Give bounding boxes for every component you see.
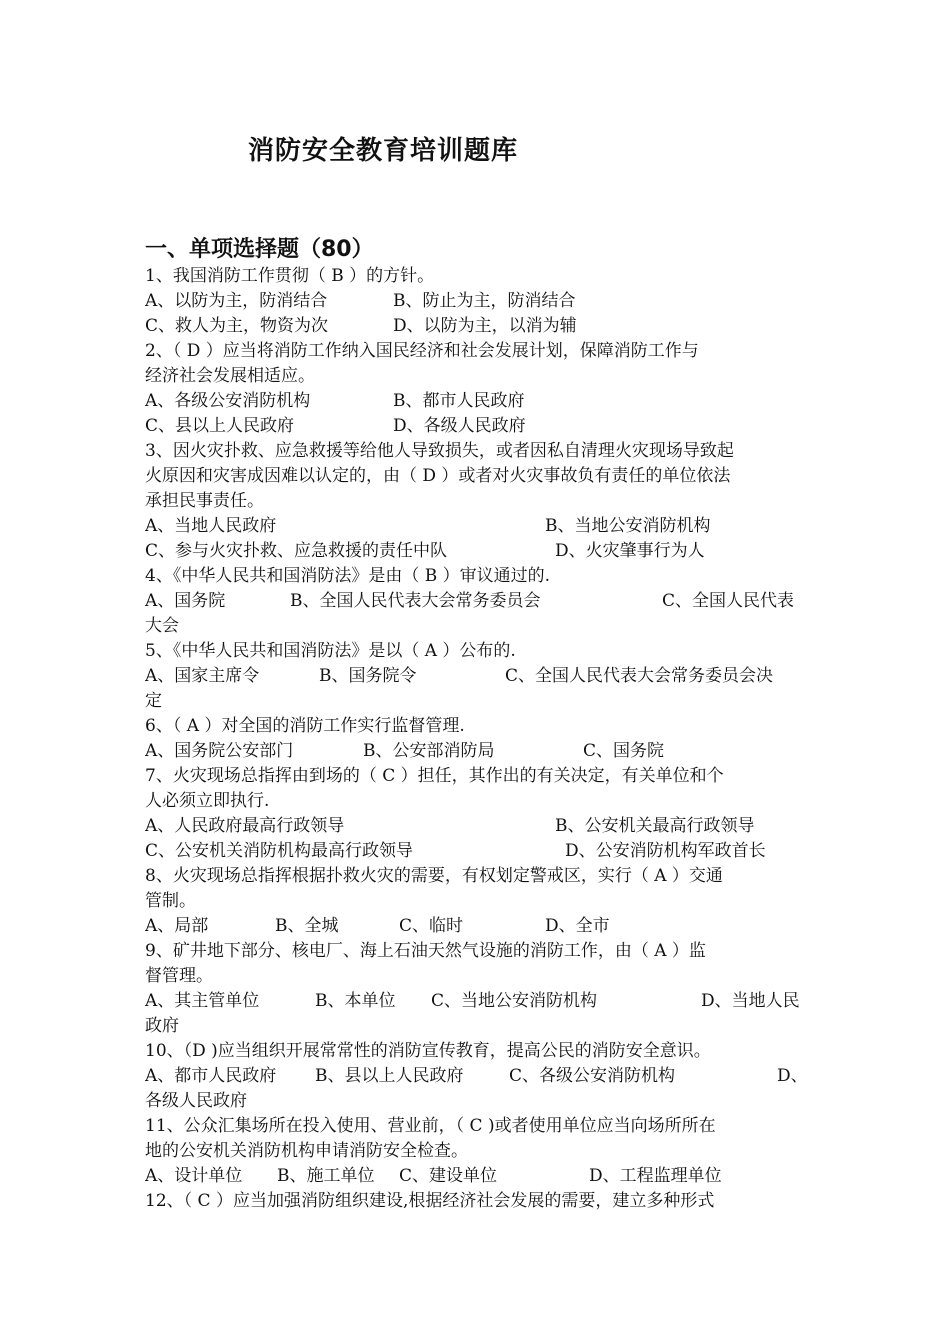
option: D、以防为主，以消为辅 xyxy=(393,316,577,336)
option: C、临时 xyxy=(399,916,464,936)
option: B、公安部消防局 xyxy=(363,741,495,761)
option-row xyxy=(145,589,810,614)
option: A、人民政府最高行政领导 xyxy=(145,816,345,836)
option: A、国务院公安部门 xyxy=(145,741,294,761)
question-stem: 地的公安机关消防机构申请消防安全检查。 xyxy=(145,1141,468,1161)
option: C、建设单位 xyxy=(399,1166,498,1186)
option: B、县以上人民政府 xyxy=(315,1066,464,1086)
question-stem: 11、公众汇集场所在投入使用、营业前，（ C )或者使用单位应当向场所所在 xyxy=(145,1116,716,1136)
option: B、都市人民政府 xyxy=(393,391,525,411)
option: A、当地人民政府 xyxy=(145,516,277,536)
option: D、当地人民 xyxy=(701,991,800,1011)
option-continuation: 政府 xyxy=(145,1016,179,1036)
option: A、国务院 xyxy=(145,591,226,611)
option: A、设计单位 xyxy=(145,1166,243,1186)
question-stem: 10、（D )应当组织开展常常性的消防宣传教育，提高公民的消防安全意识。 xyxy=(145,1041,711,1061)
option: B、当地公安消防机构 xyxy=(545,516,711,536)
option: D、各级人民政府 xyxy=(393,416,526,436)
question-stem: 火原因和灾害成因难以认定的，由（ D ）或者对火灾事故负有责任的单位依法 xyxy=(145,466,731,486)
option: D、工程监理单位 xyxy=(589,1166,722,1186)
option: C、参与火灾扑救、应急救援的责任中队 xyxy=(145,541,448,561)
question-stem: 承担民事责任。 xyxy=(145,491,264,511)
option: B、全国人民代表大会常务委员会 xyxy=(290,591,541,611)
option: B、防止为主，防消结合 xyxy=(393,291,576,311)
question-stem: 7、火灾现场总指挥由到场的（ C ）担任，其作出的有关决定，有关单位和个 xyxy=(145,766,724,786)
option: A、局部 xyxy=(145,916,209,936)
option-row xyxy=(145,1064,810,1089)
question-stem: 9、矿井地下部分、核电厂、海上石油天然气设施的消防工作，由（ A ）监 xyxy=(145,941,706,961)
option-row xyxy=(145,664,810,689)
option: B、公安机关最高行政领导 xyxy=(555,816,755,836)
question-stem: 管制。 xyxy=(145,891,196,911)
question-stem: 经济社会发展相适应。 xyxy=(145,366,315,386)
page-title: 消防安全教育培训题库 xyxy=(248,136,519,166)
option-row xyxy=(145,539,810,564)
question-stem: 4、《中华人民共和国消防法》是由（ B ）审议通过的. xyxy=(145,566,551,586)
question-stem: 6、（ A ）对全国的消防工作实行监督管理. xyxy=(145,716,465,736)
option: A、以防为主，防消结合 xyxy=(145,291,328,311)
option: D、公安消防机构军政首长 xyxy=(565,841,766,861)
option: D、全市 xyxy=(545,916,610,936)
option: C、各级公安消防机构 xyxy=(509,1066,676,1086)
option-row xyxy=(145,1164,810,1189)
option: B、国务院令 xyxy=(319,666,417,686)
question-stem: 8、火灾现场总指挥根据扑救火灾的需要，有权划定警戒区，实行（ A ）交通 xyxy=(145,866,723,886)
option: A、国家主席令 xyxy=(145,666,260,686)
option: A、其主管单位 xyxy=(145,991,260,1011)
option-row xyxy=(145,739,810,764)
option-continuation: 定 xyxy=(145,691,162,711)
option: B、施工单位 xyxy=(277,1166,375,1186)
option-row xyxy=(145,839,810,864)
option-row xyxy=(145,414,810,439)
section-heading: 一、单项选择题（80） xyxy=(145,237,374,262)
question-list xyxy=(145,264,810,1214)
question-stem: 督管理。 xyxy=(145,966,213,986)
question-stem: 12、（ C ）应当加强消防组织建设,根据经济社会发展的需要，建立多种形式 xyxy=(145,1191,715,1211)
question-stem: 3、因火灾扑救、应急救援等给他人导致损失，或者因私自清理火灾现场导致起 xyxy=(145,441,734,461)
question-stem: 人必须立即执行. xyxy=(145,791,270,811)
option: C、当地公安消防机构 xyxy=(431,991,598,1011)
question-stem: 5、《中华人民共和国消防法》是以（ A ）公布的. xyxy=(145,641,516,661)
option-row xyxy=(145,914,810,939)
option: B、本单位 xyxy=(315,991,396,1011)
option: C、救人为主，物资为次 xyxy=(145,316,329,336)
question-stem: 1、我国消防工作贯彻（ B ）的方针。 xyxy=(145,266,435,286)
option: C、国务院 xyxy=(583,741,665,761)
option: D、 xyxy=(777,1066,808,1086)
option-row xyxy=(145,389,810,414)
option-row xyxy=(145,314,810,339)
option: C、公安机关消防机构最高行政领导 xyxy=(145,841,414,861)
option: C、全国人民代表大会常务委员会决 xyxy=(505,666,774,686)
question-stem: 2、（ D ）应当将消防工作纳入国民经济和社会发展计划，保障消防工作与 xyxy=(145,341,699,361)
option-row xyxy=(145,289,810,314)
option: C、全国人民代表 xyxy=(662,591,795,611)
option: D、火灾肇事行为人 xyxy=(555,541,705,561)
option: A、都市人民政府 xyxy=(145,1066,277,1086)
option-continuation: 各级人民政府 xyxy=(145,1091,247,1111)
option-row xyxy=(145,989,810,1014)
option-row xyxy=(145,514,810,539)
option: B、全城 xyxy=(275,916,339,936)
option-row xyxy=(145,814,810,839)
option: A、各级公安消防机构 xyxy=(145,391,311,411)
option: C、县以上人民政府 xyxy=(145,416,295,436)
option-continuation: 大会 xyxy=(145,616,179,636)
